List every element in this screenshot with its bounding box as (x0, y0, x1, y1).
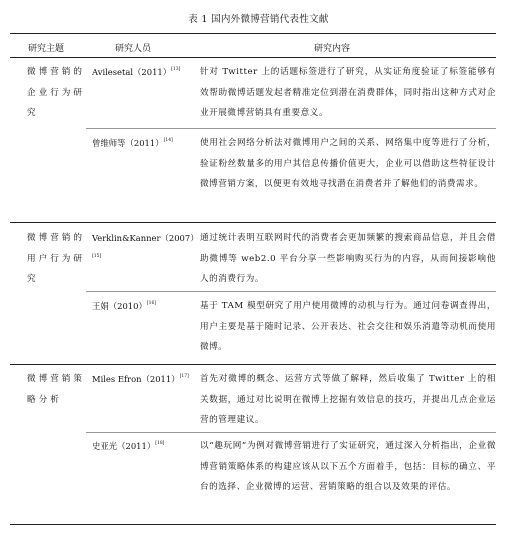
row-divider (86, 291, 496, 292)
ref-mark: [13] (171, 67, 181, 72)
group-rule (10, 364, 496, 365)
ref-mark: [17] (179, 374, 189, 379)
content-cell: 针对 Twitter 上的话题标签进行了研究，从实证角度验证了标签能够有效帮助微博话题发起者精准定位到潜在消费群体，同时指出这种方式对企业开展微博营销具有重要意义。 (200, 67, 496, 118)
ref-mark: [14] (163, 138, 173, 143)
content-cell: 首先对微博的概念、运营方式等做了解释，然后收集了 Twitter 上的相关数据，通过对比说明在微博上挖掘有效信息的技巧，并提出几点企业运营的管理建议。 (200, 374, 496, 425)
topic-cell: 微博营销策略分析 (27, 374, 85, 405)
row-divider (86, 432, 496, 433)
content-cell: 使用社会网络分析法对微博用户之间的关系、网络集中度等进行了分析，验证粉丝数量多的用户其信息传播价值更大，企业可以借助这些特征设计微博营销方案，以便更有效地寻找潜在消费者并了解他们的消费需求。 (200, 138, 496, 189)
person-cell: Avilesetal（2011）[13] (92, 67, 181, 77)
topic-cell: 微博营销的企业行为研究 (27, 67, 85, 118)
row-divider (86, 128, 496, 129)
content-cell: 以“趣玩网”为例对微博营销进行了实证研究，通过深入分析指出，企业微博营销策略体系的构建应该从以下五个方面着手，包括：目标的确立、平台的选择、企业微博的运营、营销策略的组合以及效果的评估。 (200, 441, 496, 492)
ref-mark: [16] (146, 301, 157, 306)
table-caption: 表 1 国内外微博营销代表性文献 (188, 14, 329, 25)
header-person: 研究人员 (115, 44, 152, 54)
ref-mark: [18] (155, 441, 165, 446)
group-rule (10, 222, 496, 223)
person-cell: Verklin&Kanner（2007）[15] (92, 233, 199, 259)
ref-mark: [15] (92, 253, 102, 259)
header-content: 研究内容 (314, 44, 351, 54)
person-cell: 曾维师等（2011）[14] (92, 138, 173, 148)
header-topic: 研究主题 (28, 44, 65, 54)
topic-cell: 微博营销的用户行为研究 (27, 233, 85, 284)
header-rule (10, 57, 496, 58)
person-cell: 史亚光（2011）[18] (92, 441, 165, 451)
content-cell: 通过统计表明互联网时代的消费者会更加频繁的搜索商品信息，并且会借助微博等 web2.0 平台分享一些影响购买行为的内容，从而间接影响他人的消费行为。 (200, 233, 496, 284)
content-cell: 基于 TAM 模型研究了用户使用微博的动机与行为。通过问卷调查得出，用户主要是基于随时记录、公开表达、社会交往和娱乐消遣等动机而使用微博。 (200, 301, 496, 352)
person-cell: Miles Efron（2011）[17] (92, 374, 189, 384)
person-cell: 王娟（2010）[16] (92, 301, 157, 311)
top-rule (10, 33, 496, 34)
bottom-rule (10, 524, 496, 525)
